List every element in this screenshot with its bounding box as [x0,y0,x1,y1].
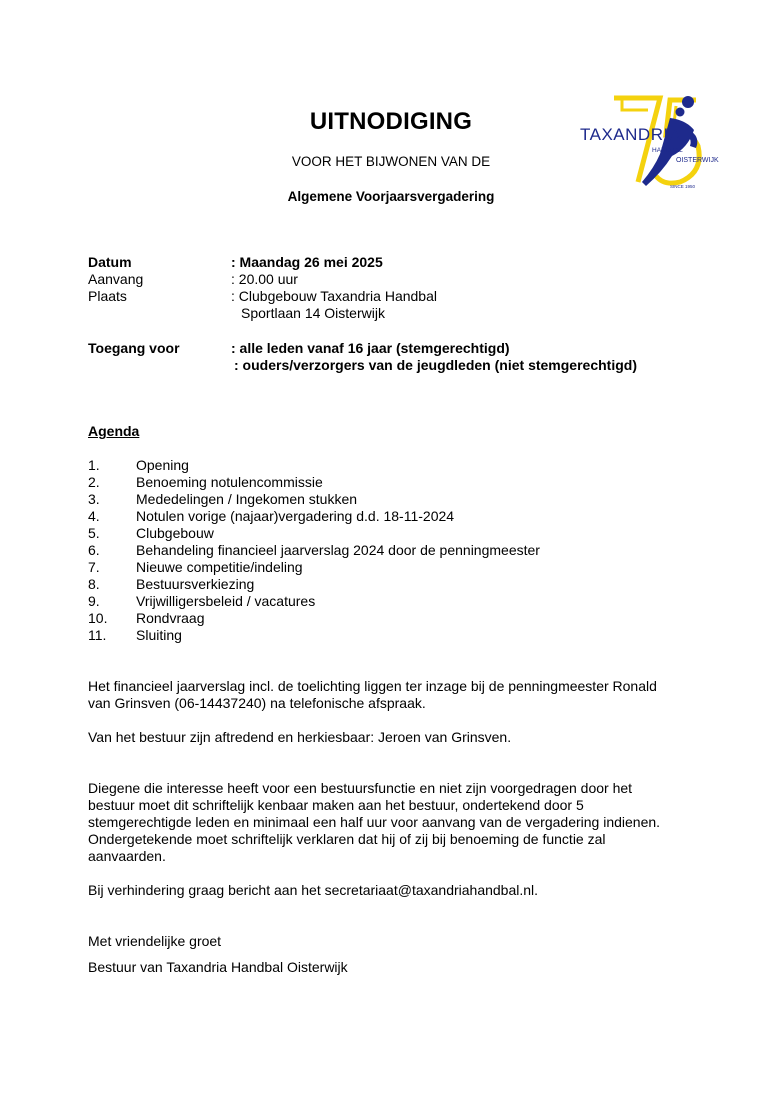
plaats-label: Plaats [88,288,127,304]
page-subtitle: VOOR HET BIJWONEN VAN DE [291,154,491,169]
paragraph-line: stemgerechtigde leden en minimaal een half uur voor aanvang van de vergadering indienen. [88,814,661,830]
paragraph-line: Diegene die interesse heeft voor een bestuursfunctie en niet zijn voorgedragen door het [88,780,633,796]
agenda-item-text: Notulen vorige (najaar)vergadering d.d. 18-11-2024 [136,508,455,524]
agenda-item-number: 10. [88,610,108,626]
agenda-item-text: Vrijwilligersbeleid / vacatures [136,593,316,609]
toegang-value-parents: : ouders/verzorgers van de jeugdleden (niet stemgerechtigd) [234,357,637,373]
agenda-item-text: Clubgebouw [136,525,214,541]
aanvang-label: Aanvang [88,271,144,287]
agenda-item-number: 7. [88,559,100,575]
agenda-item-number: 6. [88,542,100,558]
paragraph-line: Het financieel jaarverslag incl. de toelichting liggen ter inzage bij de penningmeester Ronald [88,678,657,694]
toegang-value-members: : alle leden vanaf 16 jaar (stemgerechtigd) [231,340,510,356]
agenda-item-number: 11. [88,627,107,643]
paragraph-absence: Bij verhindering graag bericht aan het secretariaat@taxandriahandbal.nl. [88,882,539,898]
agenda-item-number: 4. [88,508,100,524]
paragraph-reelection: Van het bestuur zijn aftredend en herkiesbaar: Jeroen van Grinsven. [88,729,512,745]
agenda-item-number: 2. [88,474,100,490]
closing-signature: Bestuur van Taxandria Handbal Oisterwijk [88,959,348,975]
logo-name: TAXANDRIA [580,125,681,144]
agenda-item-text: Bestuursverkiezing [136,576,255,592]
agenda-item-number: 3. [88,491,100,507]
agenda-item-text: Mededelingen / Ingekomen stukken [136,491,358,507]
agenda-heading: Agenda [88,423,140,439]
toegang-label: Toegang voor [88,340,180,356]
agenda-item-text: Behandeling financieel jaarverslag 2024 door de penningmeester [136,542,540,558]
agenda-item-number: 8. [88,576,100,592]
agenda-item-text: Sluiting [136,627,182,643]
agenda-item-number: 9. [88,593,100,609]
agenda-item-number: 1. [88,457,100,473]
meeting-name: Algemene Voorjaarsvergadering [287,189,495,204]
taxandria-logo [576,90,726,194]
logo-sub: HANDBAL [652,147,683,154]
plaats-value: : Clubgebouw Taxandria Handbal [231,288,437,304]
paragraph-candidacy [88,780,708,865]
logo-place: OISTERWIJK [676,157,719,164]
agenda-item-text: Rondvraag [136,610,205,626]
paragraph-line: aanvaarden. [88,848,166,864]
plaats-address: Sportlaan 14 Oisterwijk [241,305,385,321]
agenda-item-text: Opening [136,457,189,473]
datum-label: Datum [88,254,132,270]
logo-since: SINCE 1950 [670,184,696,189]
datum-value: : Maandag 26 mei 2025 [231,254,383,270]
paragraph-line: Ondergetekende moet schriftelijk verklaren dat hij of zij bij benoeming de functie zal [88,831,606,847]
aanvang-value: : 20.00 uur [231,271,298,287]
paragraph-line: van Grinsven (06-14437240) na telefonische afspraak. [88,695,426,711]
closing-greeting: Met vriendelijke groet [88,933,222,949]
agenda-item-text: Nieuwe competitie/indeling [136,559,303,575]
page-title: UITNODIGING [309,108,473,135]
player-ball-icon [682,96,694,108]
paragraph-line: bestuur moet dit schriftelijk kenbaar maken aan het bestuur, ondertekend door 5 [88,797,584,813]
agenda-item-number: 5. [88,525,100,541]
agenda-item-text: Benoeming notulencommissie [136,474,323,490]
paragraph-financial [88,678,708,712]
